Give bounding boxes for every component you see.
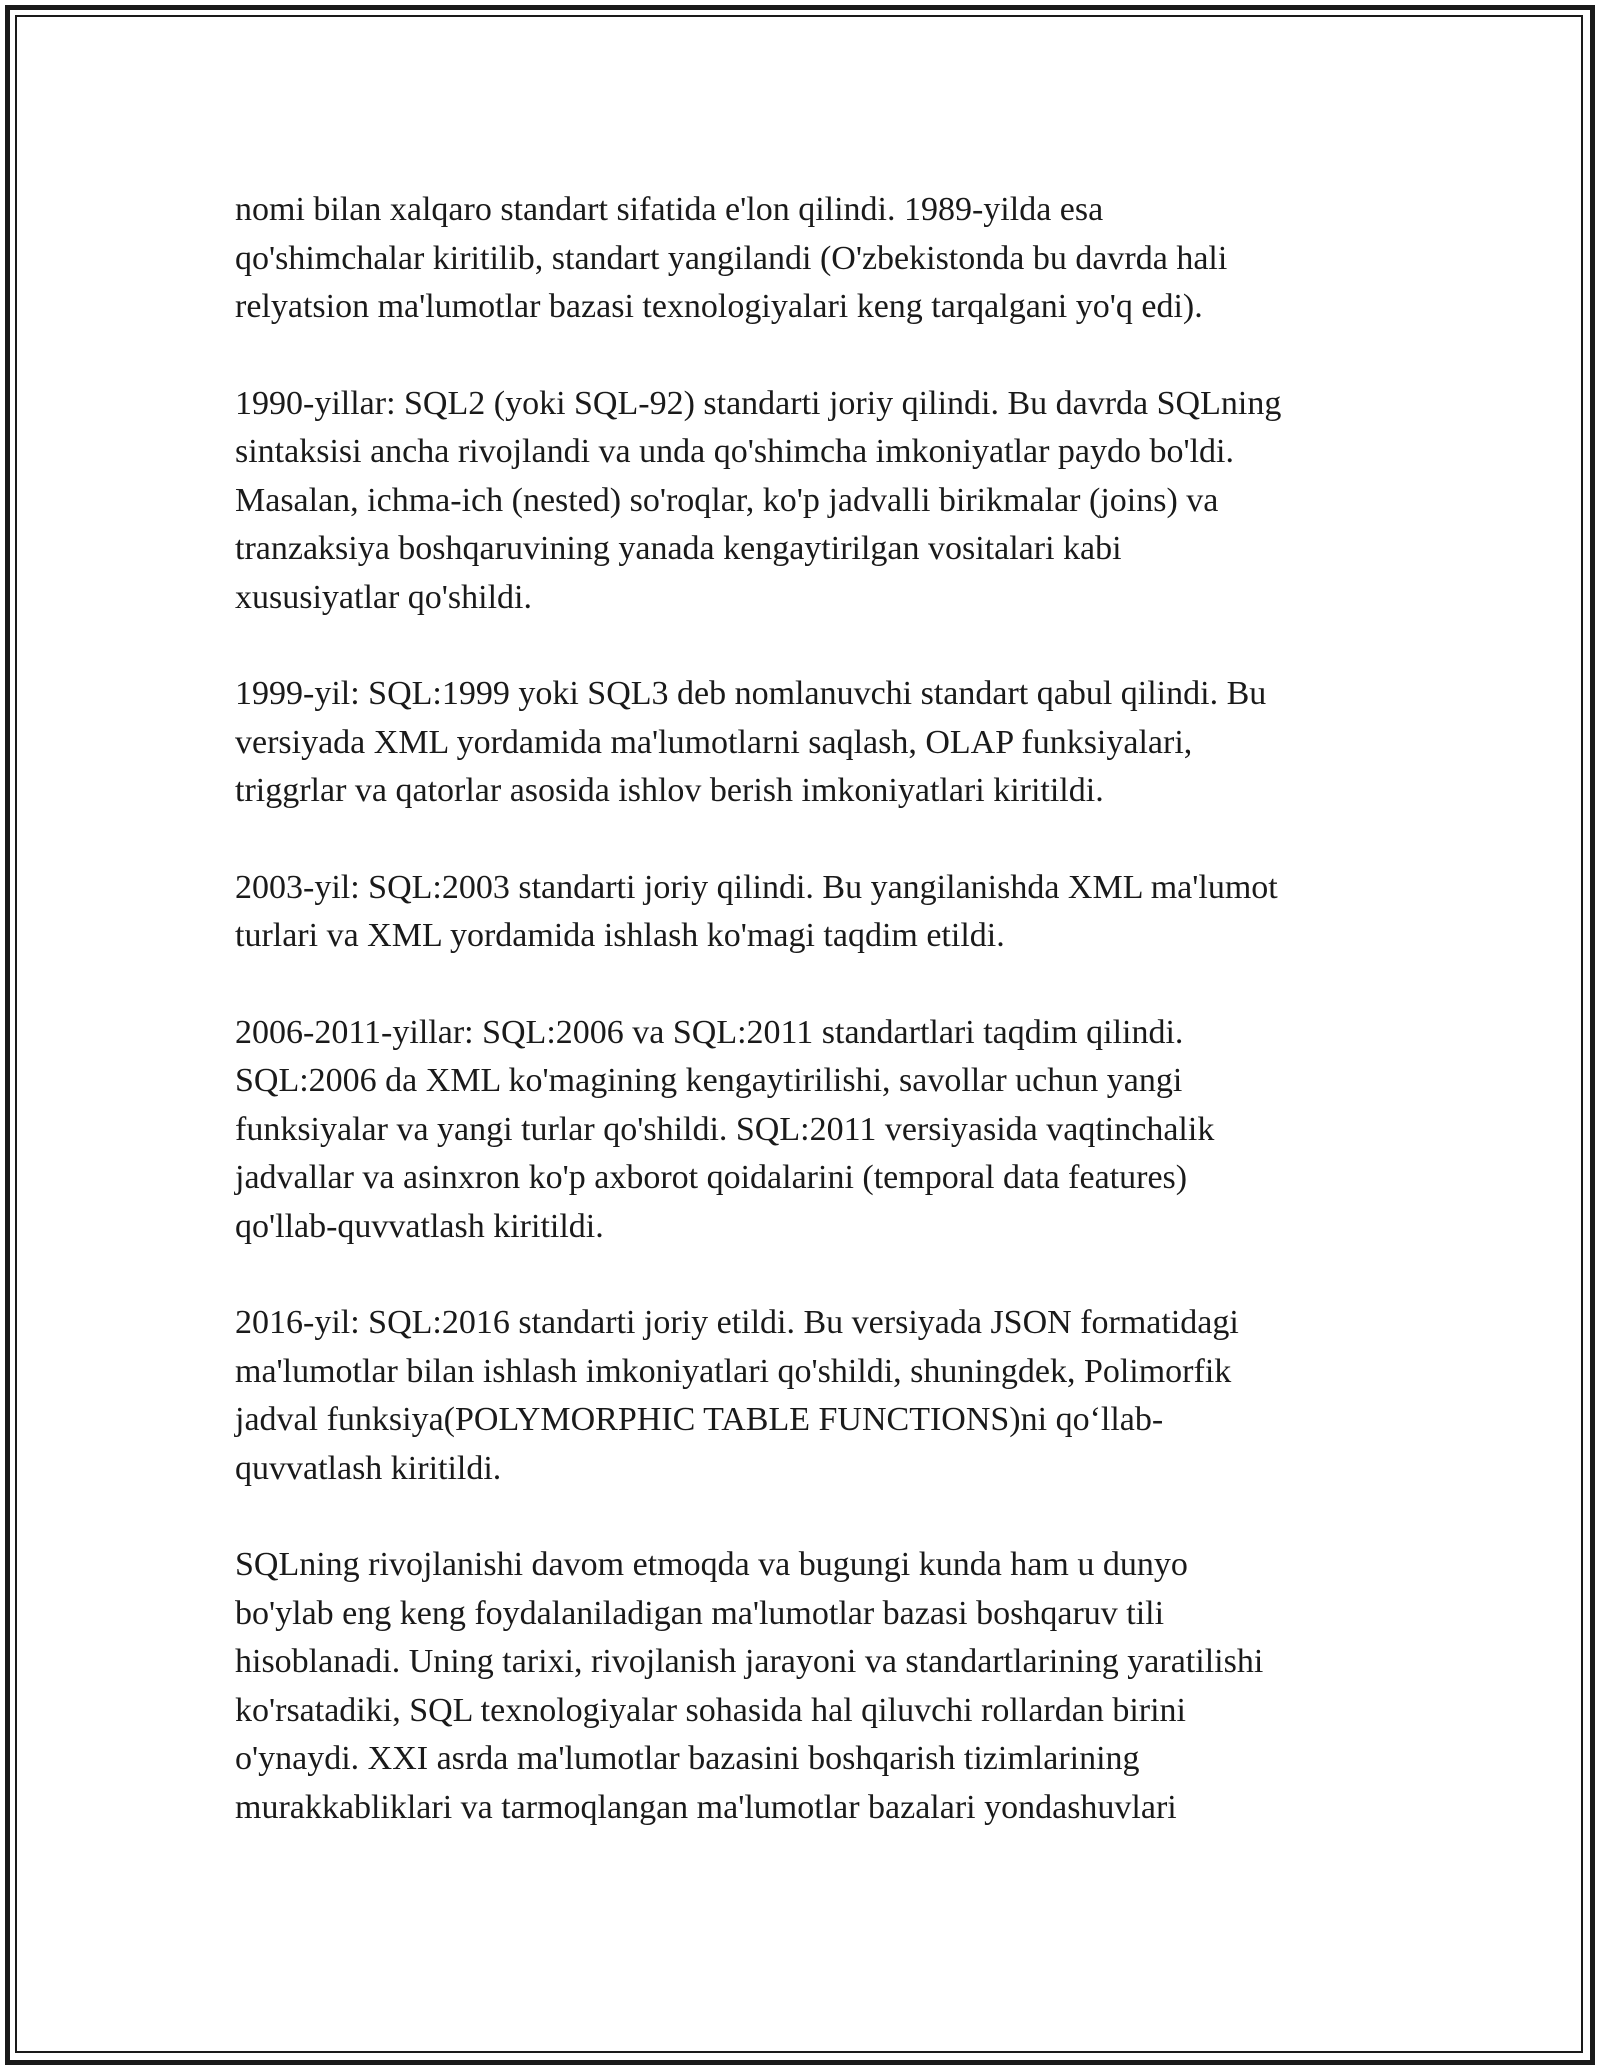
text-line: sintaksisi ancha rivojlandi va unda qo'shimcha imkoniyatlar paydo bo'ldi. — [235, 433, 1234, 470]
text-line: 2003-yil: SQL:2003 standarti joriy qilindi. Bu yangilanishda XML ma'lumot — [235, 868, 1278, 906]
text-line: quvvatlash kiritildi. — [235, 1449, 502, 1487]
paragraph-6 — [235, 1299, 1385, 1493]
text-line: nomi bilan xalqaro standart sifatida e'lon qilindi. 1989-yilda esa — [235, 191, 1104, 228]
paragraph-3 — [235, 670, 1385, 816]
text-line: xususiyatlar qo'shildi. — [235, 578, 533, 616]
text-line: ko'rsatadiki, SQL texnologiyalar sohasida hal qiluvchi rollardan birini — [235, 1691, 1186, 1729]
text-line: hisoblanadi. Uning tarixi, rivojlanish jarayoni va standartlarining yaratilishi — [235, 1643, 1264, 1680]
text-line: murakkabliklari va tarmoqlangan ma'lumotlar bazalari yondashuvlari — [235, 1788, 1177, 1826]
paragraph-2 — [235, 380, 1385, 623]
paragraph-1 — [235, 186, 1385, 332]
text-line: jadval funksiya(POLYMORPHIC TABLE FUNCTIONS)ni qo‘llab- — [235, 1401, 1164, 1438]
text-line: 2016-yil: SQL:2016 standarti joriy etildi. Bu versiyada JSON formatidagi — [235, 1304, 1239, 1341]
document-body — [235, 186, 1385, 1880]
text-line: o'ynaydi. XXI asrda ma'lumotlar bazasini boshqarish tizimlarining — [235, 1740, 1140, 1777]
text-line: 1990-yillar: SQL2 (yoki SQL-92) standarti joriy qilindi. Bu davrda SQLning — [235, 384, 1282, 422]
paragraph-5 — [235, 1009, 1385, 1252]
text-line: qo'shimchalar kiritilib, standart yangilandi (O'zbekistonda bu davrda hali — [235, 239, 1228, 277]
text-line: SQLning rivojlanishi davom etmoqda va bugungi kunda ham u dunyo — [235, 1546, 1188, 1583]
text-line: jadvallar va asinxron ko'p axborot qoidalarini (temporal data features) — [235, 1159, 1188, 1196]
text-line: triggrlar va qatorlar asosida ishlov berish imkoniyatlari kiritildi. — [235, 772, 1104, 809]
text-line: Masalan, ichma-ich (nested) so'roqlar, ko'p jadvalli birikmalar (joins) va — [235, 481, 1219, 519]
text-line: tranzaksiya boshqaruvining yanada kengaytirilgan vositalari kabi — [235, 530, 1122, 567]
paragraph-7 — [235, 1541, 1385, 1832]
text-line: bo'ylab eng keng foydalaniladigan ma'lumotlar bazasi boshqaruv tili — [235, 1594, 1165, 1632]
text-line: ma'lumotlar bilan ishlash imkoniyatlari qo'shildi, shuningdek, Polimorfik — [235, 1352, 1232, 1390]
text-line: qo'llab-quvvatlash kiritildi. — [235, 1207, 604, 1245]
text-line: versiyada XML yordamida ma'lumotlarni saqlash, OLAP funksiyalari, — [235, 723, 1193, 761]
text-line: funksiyalar va yangi turlar qo'shildi. SQL:2011 versiyasida vaqtinchalik — [235, 1110, 1215, 1148]
text-line: relyatsion ma'lumotlar bazasi texnologiyalari keng tarqalgani yo'q edi). — [235, 288, 1203, 325]
text-line: turlari va XML yordamida ishlash ko'magi taqdim etildi. — [235, 917, 1005, 954]
text-line: SQL:2006 da XML ko'magining kengaytirilishi, savollar uchun yangi — [235, 1062, 1183, 1099]
paragraph-4 — [235, 864, 1385, 961]
text-line: 2006-2011-yillar: SQL:2006 va SQL:2011 standartlari taqdim qilindi. — [235, 1013, 1184, 1051]
text-line: 1999-yil: SQL:1999 yoki SQL3 deb nomlanuvchi standart qabul qilindi. Bu — [235, 675, 1267, 712]
